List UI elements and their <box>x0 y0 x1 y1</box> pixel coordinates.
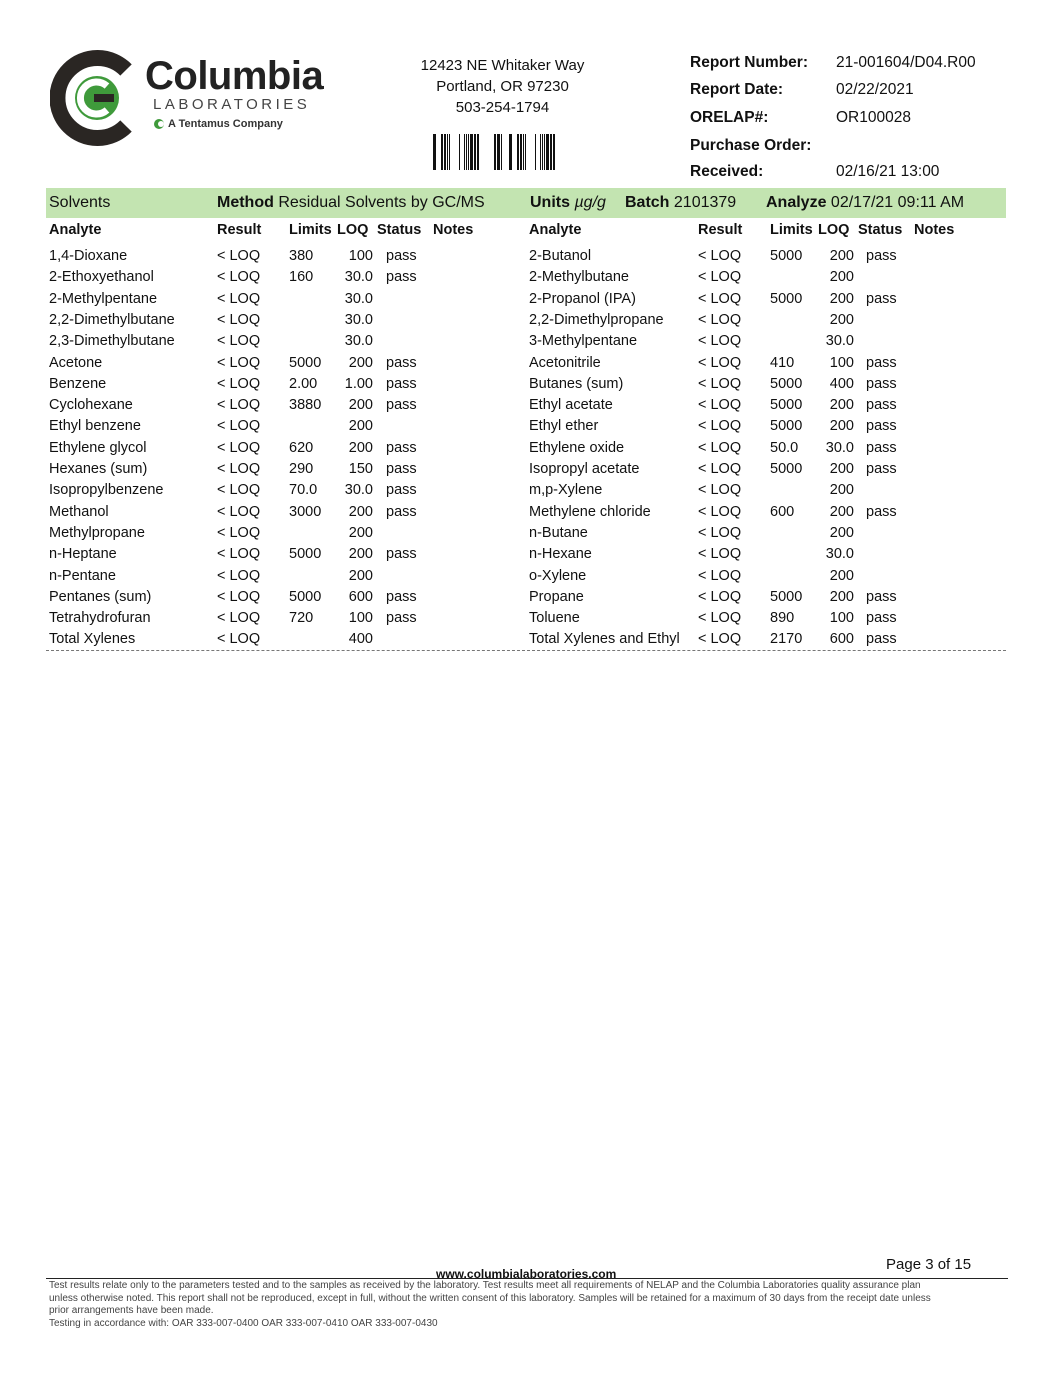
cell-result: < LOQ <box>698 503 742 520</box>
cell-limits: 380 <box>289 248 314 264</box>
cell-loq: 200 <box>348 354 373 371</box>
cell-analyte: Pentanes (sum) <box>49 588 152 605</box>
cell-limits: 50.0 <box>770 439 799 456</box>
cell-analyte: Tetrahydrofuran <box>49 610 151 627</box>
left-header-analyte: Analyte <box>49 222 102 238</box>
disclaimer-line: unless otherwise noted. This report shall not be reproduced, except in full, without the written consent of this laboratory. Samples will be retained for a maximum of 30 days from the receipt date unless <box>49 1292 931 1304</box>
cell-result: < LOQ <box>698 588 742 605</box>
cell-analyte: n-Pentane <box>49 567 116 584</box>
cell-loq: 200 <box>829 588 854 605</box>
cell-analyte: Butanes (sum) <box>529 375 624 392</box>
cell-result: < LOQ <box>217 524 261 541</box>
cell-status: pass <box>386 269 417 286</box>
cell-result: < LOQ <box>698 418 742 435</box>
cell-loq: 200 <box>348 567 373 584</box>
report-date-label: Report Date: <box>690 81 784 98</box>
cell-loq: 200 <box>829 524 854 541</box>
cell-limits: 5000 <box>289 546 322 563</box>
cell-loq: 30.0 <box>344 269 373 286</box>
cell-limits: 2.00 <box>289 375 318 392</box>
cell-analyte: 2-Butanol <box>529 248 592 264</box>
cell-analyte: Ethylene oxide <box>529 439 625 456</box>
cell-loq: 400 <box>829 375 854 392</box>
cell-status: pass <box>386 439 417 456</box>
cell-analyte: Acetonitrile <box>529 354 601 371</box>
cell-analyte: Methylene chloride <box>529 503 651 520</box>
cell-result: < LOQ <box>217 546 261 563</box>
cell-loq: 200 <box>829 311 854 328</box>
report-number-label: Report Number: <box>690 54 808 71</box>
cell-result: < LOQ <box>217 631 261 648</box>
barcode-icon <box>433 134 557 170</box>
cell-analyte: n-Heptane <box>49 546 117 563</box>
cell-limits: 5000 <box>770 375 803 392</box>
cell-loq: 150 <box>348 461 373 477</box>
cell-limits: 5000 <box>289 354 322 371</box>
left-header-limits: Limits <box>289 222 332 238</box>
cell-loq: 30.0 <box>825 546 854 563</box>
cell-loq: 100 <box>829 354 854 371</box>
cell-loq: 200 <box>829 418 854 435</box>
cell-analyte: Toluene <box>529 610 580 627</box>
cell-limits: 3000 <box>289 503 322 520</box>
cell-analyte: Cyclohexane <box>49 397 133 414</box>
tentamus-leaf-icon <box>153 118 165 130</box>
cell-result: < LOQ <box>698 546 742 563</box>
cell-analyte: 2,2-Dimethylpropane <box>529 311 664 328</box>
cell-result: < LOQ <box>698 461 742 477</box>
cell-result: < LOQ <box>698 482 742 499</box>
lab-address <box>395 55 610 118</box>
cell-result: < LOQ <box>217 290 261 307</box>
cell-loq: 100 <box>348 248 373 264</box>
cell-result: < LOQ <box>217 588 261 605</box>
cell-status: pass <box>866 290 897 307</box>
cell-loq: 200 <box>348 397 373 414</box>
address-city: Portland, OR 97230 <box>436 78 569 95</box>
cell-result: < LOQ <box>698 269 742 286</box>
cell-status: pass <box>866 375 897 392</box>
cell-limits: 720 <box>289 610 314 627</box>
cell-result: < LOQ <box>698 567 742 584</box>
cell-result: < LOQ <box>217 503 261 520</box>
address-phone: 503-254-1794 <box>455 99 550 116</box>
cell-loq: 600 <box>348 588 373 605</box>
cell-status: pass <box>866 610 897 627</box>
cell-loq: 200 <box>829 567 854 584</box>
received-value: 02/16/21 13:00 <box>836 163 940 180</box>
cell-result: < LOQ <box>698 354 742 371</box>
cell-limits: 2170 <box>770 631 803 648</box>
cell-result: < LOQ <box>217 311 261 328</box>
cell-result: < LOQ <box>217 397 261 414</box>
units-label: Units <box>530 194 570 211</box>
disclaimer-line: Testing in accordance with: OAR 333-007-0400 OAR 333-007-0410 OAR 333-007-0430 <box>49 1317 438 1329</box>
units-field <box>530 194 606 212</box>
cell-analyte: Benzene <box>49 375 107 392</box>
cell-result: < LOQ <box>698 524 742 541</box>
report-date-value: 02/22/2021 <box>836 81 914 98</box>
analyze-value: 02/17/21 09:11 AM <box>830 194 965 211</box>
cell-status: pass <box>866 461 897 477</box>
cell-limits: 5000 <box>770 418 803 435</box>
cell-limits: 5000 <box>289 588 322 605</box>
cell-status: pass <box>386 482 417 499</box>
cell-analyte: n-Hexane <box>529 546 592 563</box>
cell-analyte: 2,3-Dimethylbutane <box>49 333 175 350</box>
cell-loq: 30.0 <box>825 333 854 350</box>
right-header-notes: Notes <box>914 222 955 238</box>
footer-disclaimer <box>49 1280 1004 1330</box>
right-header-loq: LOQ <box>818 222 850 238</box>
cell-analyte: Ethylene glycol <box>49 439 147 456</box>
disclaimer-line: Test results relate only to the parameters tested and to the samples as received by the laboratory. Test results meet all requirements of NELAP and the Columbia Laboratories quality assurance plan <box>49 1280 921 1291</box>
cell-analyte: Ethyl benzene <box>49 418 141 435</box>
disclaimer-line: prior arrangements have been made. <box>49 1305 214 1316</box>
cell-limits: 600 <box>770 503 795 520</box>
cell-status: pass <box>386 610 417 627</box>
cell-status: pass <box>386 248 417 264</box>
left-header-status: Status <box>377 222 422 238</box>
cell-status: pass <box>866 588 897 605</box>
cell-result: < LOQ <box>217 269 261 286</box>
logo-subtitle: LABORATORIES <box>153 96 311 113</box>
cell-status: pass <box>386 354 417 371</box>
analyze-label: Analyze <box>766 194 827 211</box>
cell-loq: 200 <box>829 397 854 414</box>
cell-status: pass <box>386 375 417 392</box>
cell-status: pass <box>386 461 417 477</box>
orelap-label: ORELAP#: <box>690 109 769 126</box>
cell-analyte: Total Xylenes <box>49 631 136 648</box>
cell-result: < LOQ <box>217 610 261 627</box>
cell-result: < LOQ <box>217 375 261 392</box>
cell-status: pass <box>386 588 417 605</box>
cell-analyte: 1,4-Dioxane <box>49 248 128 264</box>
cell-loq: 200 <box>829 290 854 307</box>
cell-loq: 200 <box>829 482 854 499</box>
cell-status: pass <box>866 503 897 520</box>
cell-loq: 30.0 <box>344 333 373 350</box>
page-number: Page 3 of 15 <box>886 1256 972 1273</box>
footer-divider <box>46 1278 1008 1279</box>
table-bottom-divider <box>46 650 1006 651</box>
cell-analyte: Methylpropane <box>49 524 145 541</box>
cell-loq: 30.0 <box>344 482 373 499</box>
cell-loq: 100 <box>829 610 854 627</box>
method-field <box>217 194 485 212</box>
cell-result: < LOQ <box>698 290 742 307</box>
cell-loq: 30.0 <box>344 290 373 307</box>
purchase-order-label: Purchase Order: <box>690 137 812 154</box>
method-value: Residual Solvents by GC/MS <box>278 194 485 211</box>
cell-analyte: Ethyl ether <box>529 418 599 435</box>
cell-limits: 70.0 <box>289 482 318 499</box>
cell-loq: 200 <box>829 503 854 520</box>
cell-status: pass <box>386 397 417 414</box>
section-band <box>46 188 1006 218</box>
cell-limits: 890 <box>770 610 795 627</box>
cell-analyte: Isopropyl acetate <box>529 461 640 477</box>
left-header-result: Result <box>217 222 262 238</box>
cell-status: pass <box>866 631 897 648</box>
cell-limits: 160 <box>289 269 314 286</box>
cell-result: < LOQ <box>217 439 261 456</box>
cell-loq: 600 <box>829 631 854 648</box>
cell-loq: 200 <box>829 269 854 286</box>
cell-loq: 200 <box>348 418 373 435</box>
section-title: Solvents <box>49 194 111 211</box>
cell-analyte: 3-Methylpentane <box>529 333 638 350</box>
footer-website: www.columbialaboratories.com <box>436 1267 617 1281</box>
cell-result: < LOQ <box>698 375 742 392</box>
cell-analyte: 2,2-Dimethylbutane <box>49 311 175 328</box>
cell-analyte: Ethyl acetate <box>529 397 613 414</box>
units-value: µg/g <box>574 194 606 211</box>
right-header-analyte: Analyte <box>529 222 582 238</box>
cell-loq: 200 <box>348 439 373 456</box>
cell-loq: 100 <box>348 610 373 627</box>
right-header-limits: Limits <box>770 222 813 238</box>
cell-status: pass <box>866 354 897 371</box>
cell-analyte: 2-Ethoxyethanol <box>49 269 154 286</box>
columbia-c-logo-icon <box>50 50 142 146</box>
cell-loq: 30.0 <box>825 439 854 456</box>
cell-loq: 200 <box>348 503 373 520</box>
cell-analyte: Acetone <box>49 354 103 371</box>
cell-result: < LOQ <box>698 311 742 328</box>
cell-loq: 1.00 <box>344 375 373 392</box>
cell-limits: 5000 <box>770 248 803 264</box>
cell-analyte: Propane <box>529 588 584 605</box>
cell-loq: 200 <box>829 461 854 477</box>
method-label: Method <box>217 194 274 211</box>
right-header-result: Result <box>698 222 743 238</box>
cell-status: pass <box>866 248 897 264</box>
cell-limits: 5000 <box>770 397 803 414</box>
right-header-status: Status <box>858 222 903 238</box>
company-logo <box>50 50 340 150</box>
cell-limits: 5000 <box>770 461 803 477</box>
logo-tagline: A Tentamus Company <box>168 118 283 130</box>
cell-result: < LOQ <box>698 631 742 648</box>
cell-loq: 400 <box>348 631 373 648</box>
report-number-value: 21-001604/D04.R00 <box>836 54 976 71</box>
left-header-notes: Notes <box>433 222 474 238</box>
cell-result: < LOQ <box>217 461 261 477</box>
cell-analyte: Total Xylenes and Ethyl <box>529 631 680 648</box>
batch-field <box>625 194 736 212</box>
cell-analyte: o-Xylene <box>529 567 587 584</box>
cell-analyte: 2-Methylpentane <box>49 290 158 307</box>
cell-loq: 30.0 <box>344 311 373 328</box>
cell-limits: 410 <box>770 354 795 371</box>
cell-analyte: Hexanes (sum) <box>49 461 148 477</box>
logo-wordmark: Columbia <box>145 54 324 98</box>
cell-limits: 620 <box>289 439 314 456</box>
cell-status: pass <box>866 418 897 435</box>
cell-analyte: n-Butane <box>529 524 588 541</box>
cell-limits: 5000 <box>770 290 803 307</box>
cell-analyte: 2-Propanol (IPA) <box>529 290 636 307</box>
cell-result: < LOQ <box>217 567 261 584</box>
cell-status: pass <box>386 503 417 520</box>
cell-limits: 290 <box>289 461 314 477</box>
analyze-field <box>766 194 964 212</box>
cell-result: < LOQ <box>698 397 742 414</box>
cell-loq: 200 <box>829 248 854 264</box>
cell-limits: 5000 <box>770 588 803 605</box>
cell-analyte: Methanol <box>49 503 109 520</box>
received-label: Received: <box>690 163 764 180</box>
cell-limits: 3880 <box>289 397 322 414</box>
cell-status: pass <box>866 439 897 456</box>
cell-analyte: Isopropylbenzene <box>49 482 164 499</box>
cell-result: < LOQ <box>698 333 742 350</box>
cell-status: pass <box>866 397 897 414</box>
cell-analyte: m,p-Xylene <box>529 482 603 499</box>
cell-loq: 200 <box>348 524 373 541</box>
batch-value: 2101379 <box>673 194 737 211</box>
cell-result: < LOQ <box>217 333 261 350</box>
cell-result: < LOQ <box>217 248 261 264</box>
cell-status: pass <box>386 546 417 563</box>
orelap-value: OR100028 <box>836 109 911 126</box>
address-street: 12423 NE Whitaker Way <box>420 57 585 74</box>
left-header-loq: LOQ <box>337 222 369 238</box>
batch-label: Batch <box>625 194 670 211</box>
cell-result: < LOQ <box>698 248 742 264</box>
cell-result: < LOQ <box>217 418 261 435</box>
cell-loq: 200 <box>348 546 373 563</box>
cell-result: < LOQ <box>217 482 261 499</box>
cell-result: < LOQ <box>217 354 261 371</box>
cell-result: < LOQ <box>698 610 742 627</box>
cell-analyte: 2-Methylbutane <box>529 269 629 286</box>
cell-result: < LOQ <box>698 439 742 456</box>
